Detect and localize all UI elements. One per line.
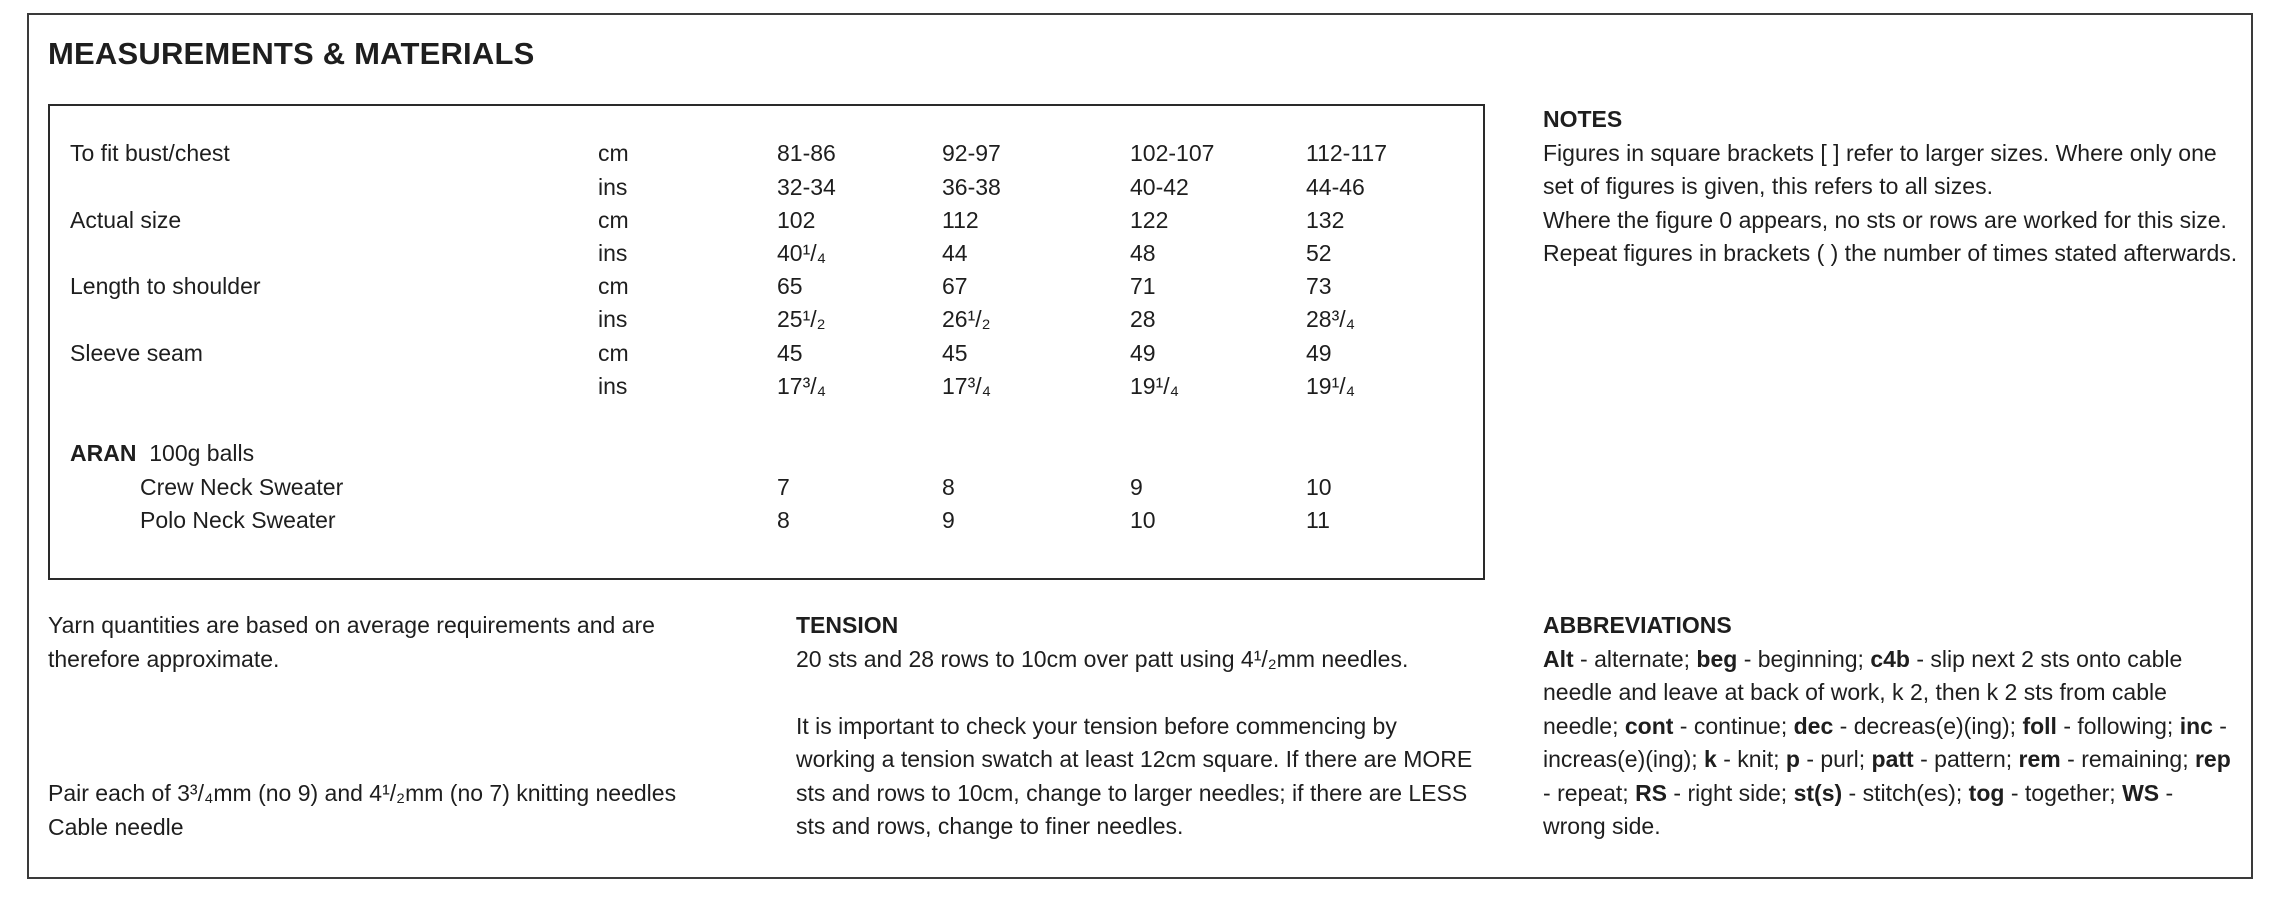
cell-value: 73	[1306, 273, 1332, 299]
abbreviations-section	[1543, 609, 2233, 844]
cell-value: 9	[942, 507, 955, 533]
abbreviation-term: c4b	[1870, 645, 1910, 672]
cell-value: 7	[777, 474, 790, 500]
tension-section	[796, 609, 1496, 844]
needles-line: Cable needle	[48, 813, 184, 840]
page-title: MEASUREMENTS & MATERIALS	[48, 36, 535, 71]
cell-value: 71	[1130, 273, 1156, 299]
row-unit: ins	[598, 240, 628, 266]
row-unit: ins	[598, 306, 628, 332]
yarn-item-label: Polo Neck Sweater	[140, 507, 336, 533]
abbreviation-definition: slip next 2 sts onto cable needle and leave at back of work, k 2, then k 2 sts from cable needle	[1543, 645, 2183, 739]
abbreviation-definition: repeat	[1557, 779, 1623, 806]
cell-value: 49	[1130, 340, 1156, 366]
abbreviation-term: dec	[1793, 712, 1834, 739]
abbreviation-term: foll	[2022, 712, 2057, 739]
row-label: Actual size	[70, 207, 182, 233]
row-unit: ins	[598, 174, 628, 200]
cell-value: 25¹/₂	[777, 306, 826, 332]
abbreviation-term: cont	[1624, 712, 1674, 739]
cell-value: 45	[777, 340, 803, 366]
cell-value: 10	[1306, 474, 1332, 500]
cell-value: 65	[777, 273, 803, 299]
yarn-quantity-note	[48, 609, 748, 676]
notes-paragraph: Where the figure 0 appears, no sts or rows are worked for this size.	[1543, 206, 2227, 233]
cell-value: 32-34	[777, 174, 836, 200]
cell-value: 92-97	[942, 140, 1001, 166]
abbreviation-term: p	[1785, 746, 1800, 772]
cell-value: 11	[1306, 507, 1330, 533]
cell-value: 102-107	[1130, 140, 1215, 166]
abbreviation-term: Alt	[1543, 645, 1574, 672]
abbreviation-term: st(s)	[1793, 779, 1843, 806]
abbreviation-definition: remaining	[2081, 746, 2183, 772]
cell-value: 44	[942, 240, 968, 266]
needles-line: Pair each of 3³/₄mm (no 9) and 4¹/₂mm (no 7) knitting needles	[48, 780, 677, 806]
tension-line: 20 sts and 28 rows to 10cm over patt using 4¹/₂mm needles.	[796, 645, 1409, 672]
cell-value: 40¹/₄	[777, 240, 827, 266]
cell-value: 49	[1306, 340, 1332, 366]
cell-value: 36-38	[942, 174, 1001, 200]
abbreviation-term: k	[1704, 746, 1717, 772]
row-label: Length to shoulder	[70, 273, 261, 299]
abbreviations-title: ABBREVIATIONS	[1543, 612, 1732, 638]
cell-value: 52	[1306, 240, 1332, 266]
abbreviation-term: rem	[2018, 746, 2061, 772]
cell-value: 10	[1130, 507, 1156, 533]
tension-title: TENSION	[796, 612, 899, 638]
cell-value: 17³/₄	[942, 373, 992, 399]
cell-value: 28	[1130, 306, 1156, 332]
cell-value: 122	[1130, 207, 1169, 233]
abbreviation-term: WS	[2122, 779, 2160, 806]
cell-value: 8	[777, 507, 790, 533]
yarn-note-text: Yarn quantities are based on average requirements and are therefore approximate.	[48, 612, 655, 672]
cell-value: 81-86	[777, 140, 836, 166]
row-label: Sleeve seam	[70, 340, 203, 366]
cell-value: 102	[777, 207, 816, 233]
abbreviation-definition: wrong side	[1543, 813, 1655, 839]
cell-value: 44-46	[1306, 174, 1365, 200]
needles-section	[48, 777, 808, 844]
abbreviation-definition: right side	[1687, 779, 1781, 806]
abbreviation-definition: together	[2024, 779, 2110, 806]
abbreviation-term: tog	[1968, 779, 2005, 806]
abbreviation-definition: decreas(e)(ing)	[1853, 712, 2010, 739]
cell-value: 17³/₄	[777, 373, 827, 399]
abbreviation-definition: stitch(es)	[1862, 779, 1956, 806]
cell-value: 9	[1130, 474, 1143, 500]
abbreviation-definition: knit	[1737, 746, 1774, 772]
yarn-brand: ARAN	[70, 440, 137, 466]
row-unit: cm	[598, 207, 629, 233]
abbreviation-definition: continue	[1693, 712, 1781, 739]
abbreviations-list: Alt - alternate; beg - beginning; c4b - slip next 2 sts onto cable needle and leave at back of work, k 2, then k 2 sts from cable needle; cont - continue; dec - decreas(e)(ing); foll - following; inc - increas(e)(ing); k - knit; p - purl; patt - pattern; rem - remaining; rep - repeat; RS - right side; st(s) - stitch(es); tog - together; WS - wrong side.	[1543, 645, 2231, 839]
abbreviation-definition: following	[2077, 712, 2167, 739]
abbreviation-term: rep	[2194, 746, 2231, 772]
cell-value: 26¹/₂	[942, 306, 991, 332]
row-label: To fit bust/chest	[70, 140, 230, 166]
notes-paragraph: Figures in square brackets [ ] refer to larger sizes. Where only one set of figures is given, this refers to all sizes.	[1543, 139, 2217, 199]
notes-paragraph: Repeat figures in brackets ( ) the number of times stated afterwards.	[1543, 240, 2238, 266]
cell-value: 45	[942, 340, 968, 366]
abbreviation-definition: alternate	[1594, 645, 1684, 672]
abbreviation-definition: pattern	[1934, 746, 2006, 772]
abbreviation-definition: purl	[1820, 746, 1859, 772]
cell-value: 67	[942, 273, 968, 299]
yarn-ball: 100g balls	[149, 440, 255, 466]
cell-value: 28³/₄	[1306, 306, 1356, 332]
abbreviation-term: RS	[1635, 779, 1668, 806]
yarn-item-label: Crew Neck Sweater	[140, 474, 344, 500]
cell-value: 8	[942, 474, 955, 500]
abbreviation-term: patt	[1871, 746, 1914, 772]
tension-paragraph: It is important to check your tension before commencing by working a tension swatch at least 12cm square. If there are MORE sts and rows to 10cm, change to larger needles; if there are LESS sts and rows, change to finer needles.	[796, 712, 1473, 839]
cell-value: 48	[1130, 240, 1156, 266]
cell-value: 40-42	[1130, 174, 1189, 200]
cell-value: 112-117	[1306, 140, 1387, 166]
abbreviation-term: beg	[1696, 645, 1738, 672]
row-unit: ins	[598, 373, 628, 399]
cell-value: 19¹/₄	[1306, 373, 1356, 399]
yarn-heading	[70, 439, 254, 467]
cell-value: 112	[942, 207, 979, 233]
row-unit: cm	[598, 340, 629, 366]
row-unit: cm	[598, 140, 629, 166]
cell-value: 19¹/₄	[1130, 373, 1180, 399]
abbreviation-definition: increas(e)(ing)	[1543, 746, 1692, 772]
notes-title: NOTES	[1543, 106, 1623, 132]
notes-section	[1543, 103, 2243, 271]
row-unit: cm	[598, 273, 629, 299]
cell-value: 132	[1306, 207, 1345, 233]
abbreviation-definition: beginning	[1757, 645, 1858, 672]
abbreviation-term: inc	[2179, 712, 2213, 739]
